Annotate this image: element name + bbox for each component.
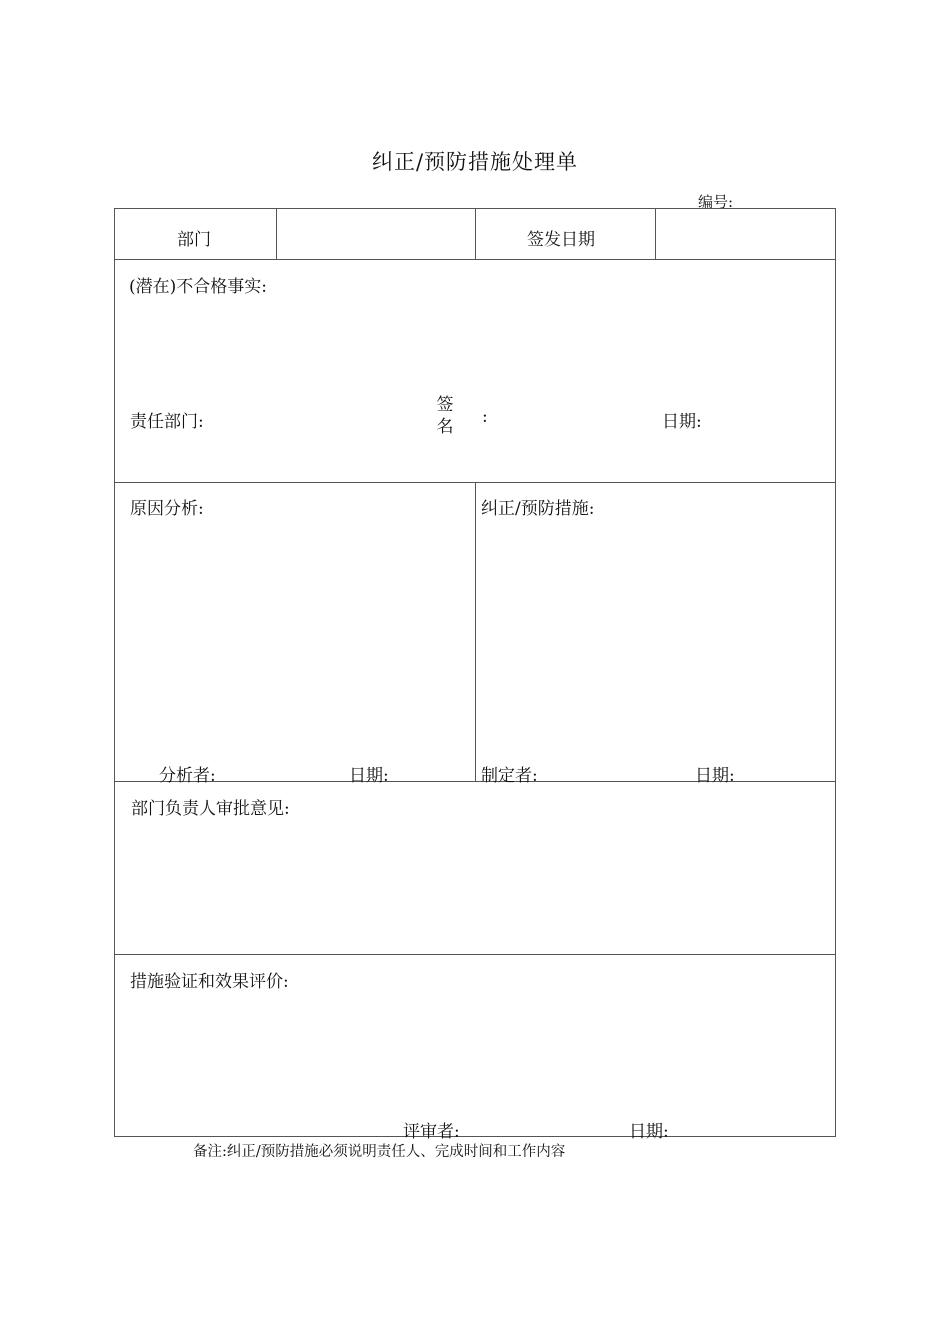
form-table: [114, 208, 836, 1142]
analysis-date-label: 日期:: [349, 766, 389, 786]
sign-char-1: 签: [436, 395, 454, 415]
column-divider: [475, 209, 476, 259]
column-divider: [475, 482, 476, 781]
department-field[interactable]: [285, 225, 465, 247]
row-divider: [115, 954, 835, 955]
reviewer-label: 评审者:: [403, 1122, 460, 1142]
sign-colon: :: [482, 407, 488, 427]
corrective-action-label: 纠正/预防措施:: [481, 499, 595, 519]
footnote: 备注:纠正/预防措施必须说明责任人、完成时间和工作内容: [193, 1144, 566, 1160]
page-title: 纠正/预防措施处理单: [371, 150, 579, 174]
issue-date-field[interactable]: [665, 225, 825, 247]
sign-char-2: 名: [436, 417, 454, 437]
cause-analysis-label: 原因分析:: [130, 499, 204, 519]
verification-date-label: 日期:: [629, 1122, 669, 1142]
row-divider: [115, 259, 835, 260]
action-date-label: 日期:: [695, 766, 735, 786]
issue-date-label: 签发日期: [527, 230, 595, 250]
analyst-label: 分析者:: [159, 766, 216, 786]
nonconformity-date-label: 日期:: [662, 412, 702, 432]
serial-number-label: 编号:: [698, 193, 734, 211]
department-label: 部门: [177, 230, 211, 250]
nonconformity-label: (潜在)不合格事实:: [129, 277, 267, 297]
action-author-label: 制定者:: [481, 766, 538, 786]
column-divider: [655, 209, 656, 259]
column-divider: [276, 209, 277, 259]
responsible-dept-label: 责任部门:: [130, 412, 204, 432]
approval-label: 部门负责人审批意见:: [131, 799, 290, 819]
verification-label: 措施验证和效果评价:: [130, 972, 289, 992]
